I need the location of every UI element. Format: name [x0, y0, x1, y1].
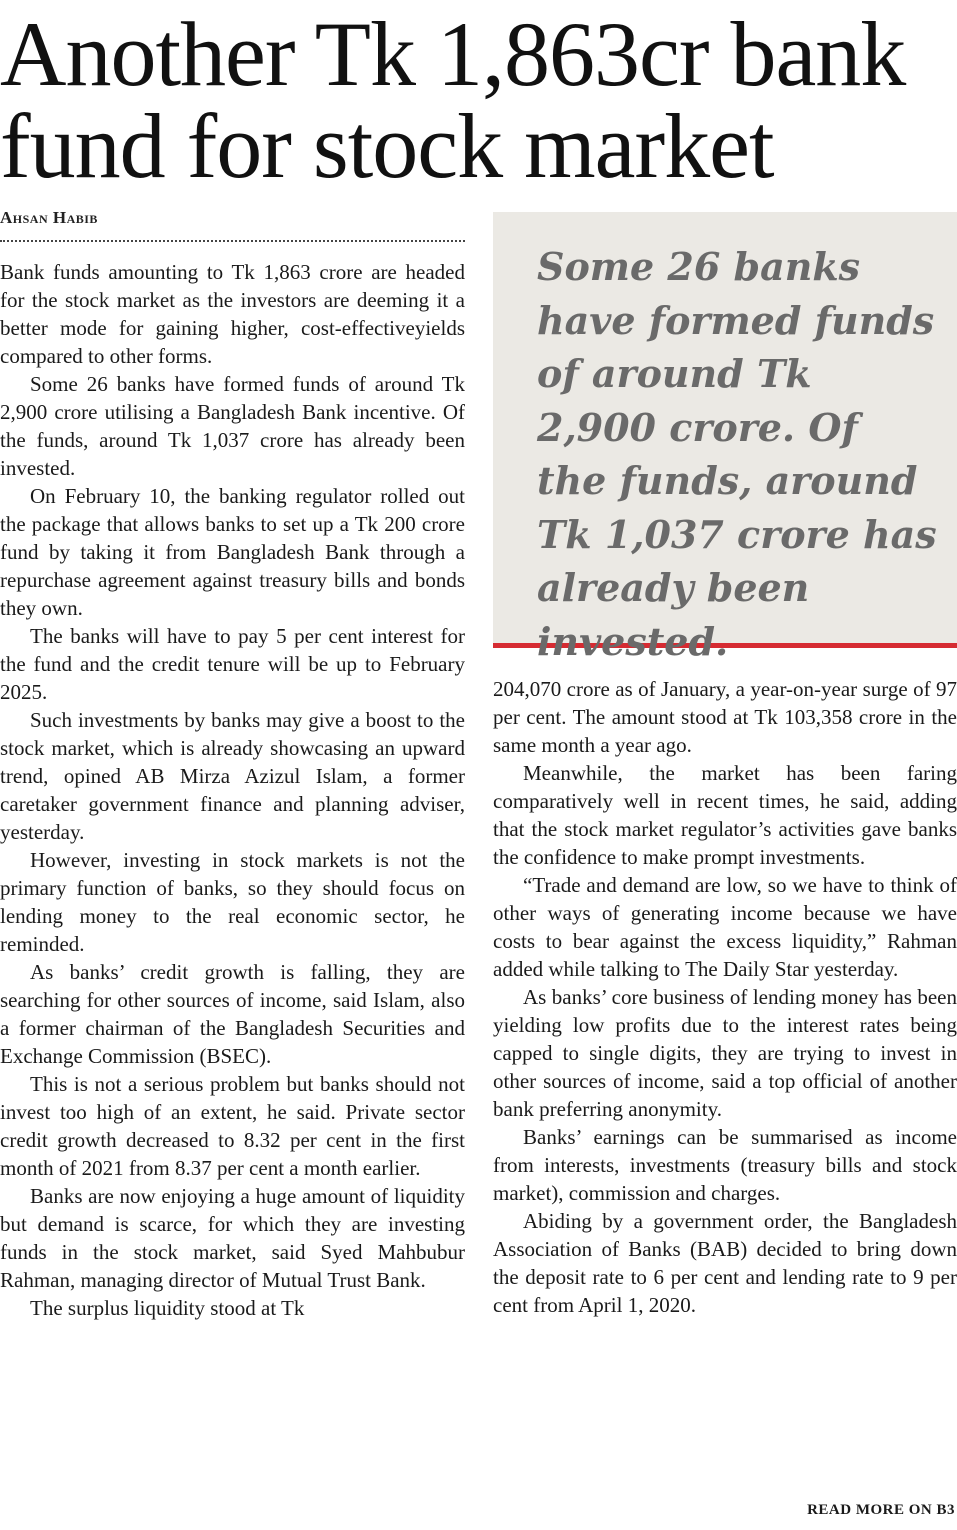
paragraph: The surplus liquidity stood at Tk — [30, 1296, 305, 1320]
paragraph: Some 26 banks have formed funds of around Tk 2,900 crore utilising a Bangladesh Bank incentive. Of the funds, around Tk 1,037 crore has already been invested. — [0, 372, 465, 480]
paragraph: Meanwhile, the market has been faring comparatively well in recent times, he said, adding that the stock market regulator’s activities gave banks the confidence to make prompt investments. — [493, 761, 957, 869]
byline-divider — [0, 240, 465, 242]
paragraph: The banks will have to pay 5 per cent interest for the fund and the credit tenure will be up to February 2025. — [0, 624, 465, 704]
paragraph: Bank funds amounting to Tk 1,863 crore are headed for the stock market as the investors are deeming it a better mode for gaining higher, cost-effectiveyields compared to other forms. — [0, 260, 465, 368]
read-more-link[interactable]: READ MORE ON B3 — [807, 1502, 955, 1518]
paragraph: As banks’ credit growth is falling, they are searching for other sources of income, said Islam, also a former chairman of the Bangladesh Securities and Exchange Commission (BSEC). — [0, 960, 465, 1068]
pull-quote-box — [493, 212, 957, 664]
headline: Another Tk 1,863cr bank fund for stock market — [0, 3, 906, 197]
paragraph: Banks are now enjoying a huge amount of liquidity but demand is scarce, for which they are investing funds in the stock market, said Syed Mahbubur Rahman, managing director of Mutual Trust Bank. — [0, 1184, 465, 1292]
left-column — [0, 258, 465, 1322]
paragraph: On February 10, the banking regulator rolled out the package that allows banks to set up a Tk 200 crore fund by taking it from Bangladesh Bank through a repurchase agreement against treasury bills and bonds they own. — [0, 484, 465, 620]
paragraph: Such investments by banks may give a boost to the stock market, which is already showcasing an upward trend, opined AB Mirza Azizul Islam, a former caretaker government finance and planning adviser, yesterday. — [0, 708, 465, 844]
paragraph: As banks’ core business of lending money has been yielding low profits due to the interest rates being capped to single digits, they are trying to invest in other sources of income, said a top official of another bank preferring anonymity. — [493, 985, 957, 1121]
right-column — [493, 675, 957, 1319]
paragraph: Abiding by a government order, the Bangladesh Association of Banks (BAB) decided to bring down the deposit rate to 6 per cent and lending rate to 9 per cent from April 1, 2020. — [493, 1209, 957, 1317]
paragraph: 204,070 crore as of January, a year-on-year surge of 97 per cent. The amount stood at Tk 103,358 crore in the same month a year ago. — [493, 677, 957, 757]
paragraph: “Trade and demand are low, so we have to think of other ways of generating income because we have costs to bear against the excess liquidity,” Rahman added while talking to The Daily Star yesterday. — [493, 873, 957, 981]
paragraph: This is not a serious problem but banks should not invest too high of an extent, he said. Private sector credit growth decreased to 8.32 per cent in the first month of 2021 from 8.37 per cent a month earlier. — [0, 1072, 465, 1180]
byline: Ahsan Habib — [0, 208, 98, 227]
paragraph: Banks’ earnings can be summarised as income from interests, investments (treasury bills and stock market), commission and charges. — [493, 1125, 957, 1205]
pull-quote-text: Some 26 banks have formed funds of around Tk 2,900 crore. Of the funds, around Tk 1,037 crore has already been invested. — [537, 244, 937, 664]
paragraph: However, investing in stock markets is not the primary function of banks, so they should focus on lending money to the real economic sector, he reminded. — [0, 848, 465, 956]
